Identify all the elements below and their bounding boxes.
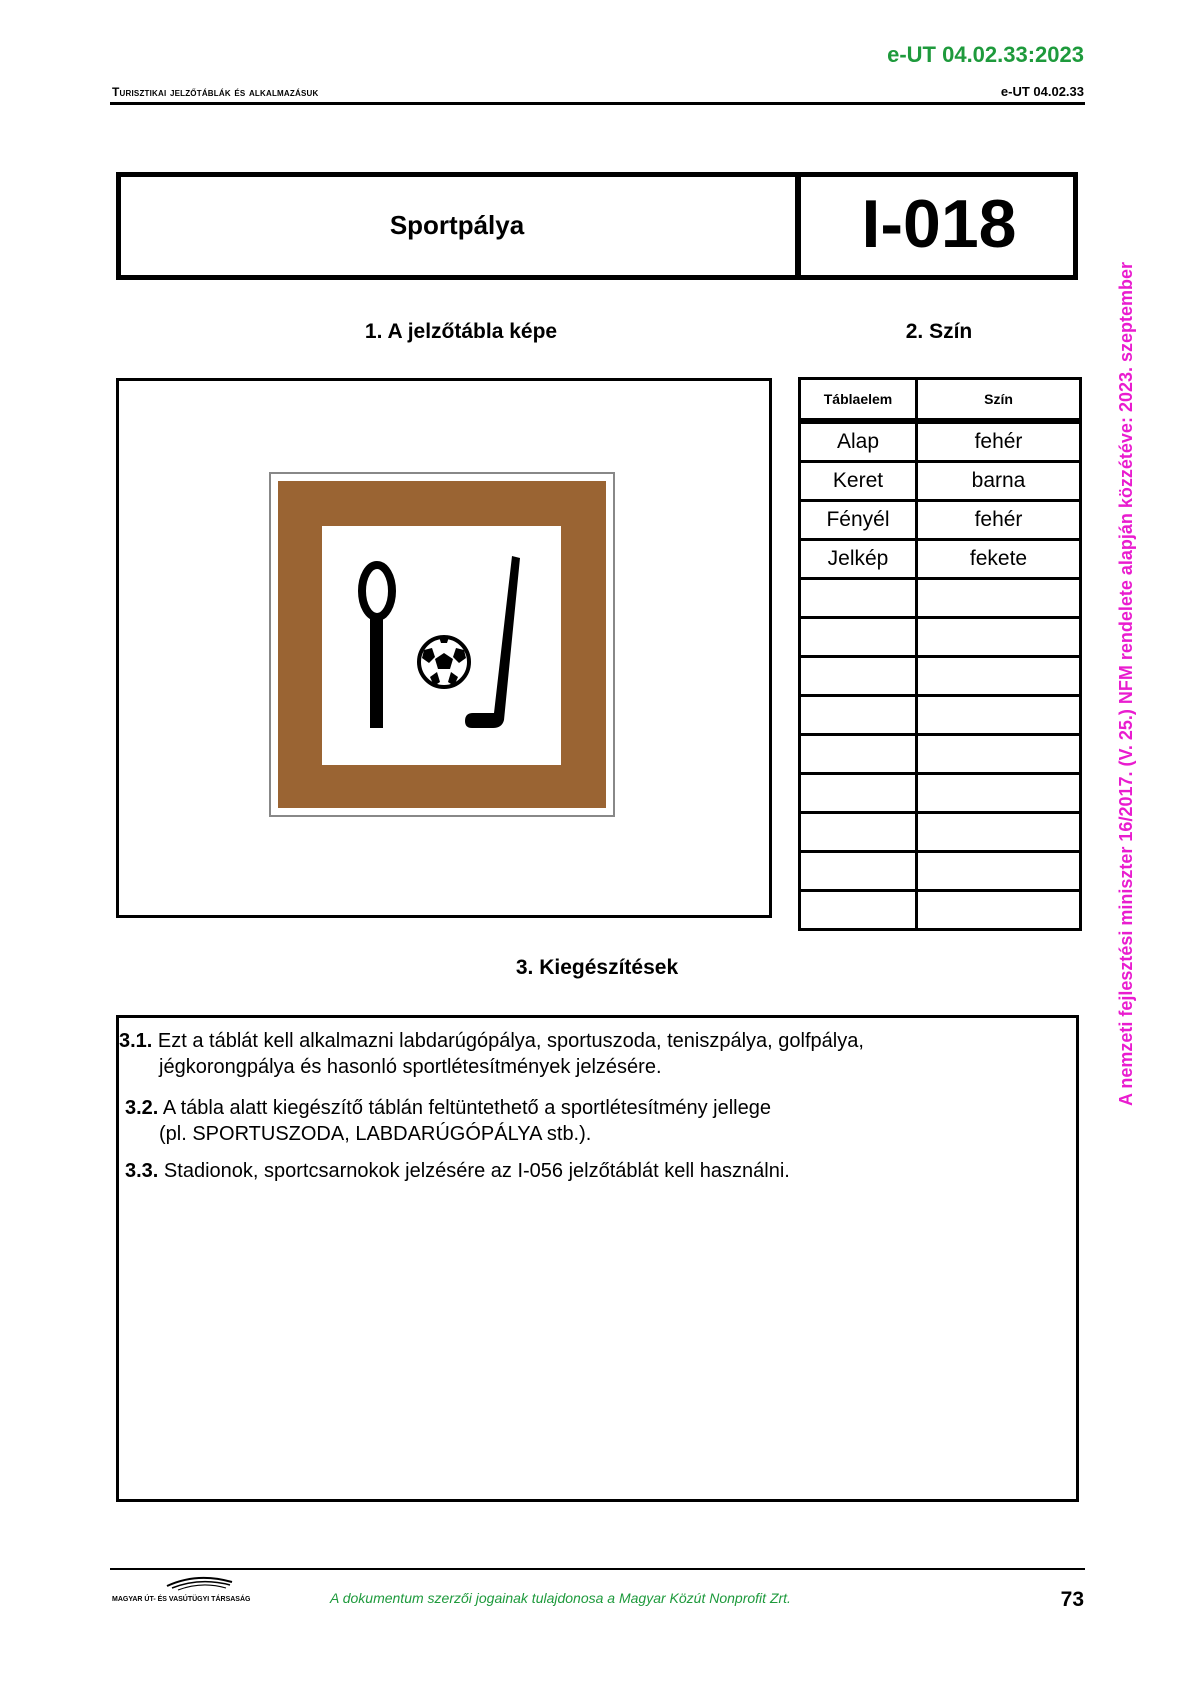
society-logo xyxy=(112,1574,262,1604)
footer-rule xyxy=(110,1568,1085,1570)
table-row xyxy=(800,579,1081,618)
color-table xyxy=(798,377,1082,931)
note-text: Ezt a táblát kell alkalmazni labdarúgópálya, sportuszoda, teniszpálya, golfpálya, xyxy=(157,1030,864,1052)
table-row xyxy=(800,618,1081,657)
table-row xyxy=(800,462,1081,501)
table-cell-color xyxy=(917,891,1081,930)
sport-field-sign xyxy=(269,472,615,817)
running-header-title: Turisztikai jelzőtáblák és alkalmazásuk xyxy=(112,85,319,99)
table-row xyxy=(800,421,1081,462)
sign-code: I-018 xyxy=(861,186,1017,262)
table-cell-element xyxy=(800,774,917,813)
table-cell-color xyxy=(917,696,1081,735)
page-number: 73 xyxy=(1060,1588,1084,1611)
table-cell-element: Jelkép xyxy=(800,540,917,579)
note-text: A tábla alatt kiegészítő táblán feltüntethető a sportlétesítmény jellege xyxy=(162,1097,771,1119)
table-row xyxy=(800,657,1081,696)
table-cell-element xyxy=(800,696,917,735)
table-row xyxy=(800,891,1081,930)
note-3-1 xyxy=(119,1028,864,1054)
footer-copyright: A dokumentum szerzői jogainak tulajdonosa a Magyar Közút Nonprofit Zrt. xyxy=(330,1590,791,1606)
note-3-3 xyxy=(125,1158,790,1184)
table-row xyxy=(800,501,1081,540)
logo-text: MAGYAR ÚT- ÉS VASÚTÜGYI TÁRSASÁG xyxy=(112,1596,251,1603)
table-row xyxy=(800,696,1081,735)
table-cell-color xyxy=(917,852,1081,891)
table-cell-color xyxy=(917,657,1081,696)
header-rule xyxy=(110,102,1085,105)
table-cell-color xyxy=(917,774,1081,813)
table-cell-color xyxy=(917,735,1081,774)
table-cell-element: Fényél xyxy=(800,501,917,540)
table-cell-color xyxy=(917,618,1081,657)
note-text: Stadionok, sportcsarnokok jelzésére az I-056 jelzőtáblát kell használni. xyxy=(163,1160,790,1182)
side-publication-note: A nemzeti fejlesztési miniszter 16/2017. (V. 25.) NFM rendelete alapján közzétéve: 2023. szeptember xyxy=(1116,261,1136,1106)
running-header-code: e-UT 04.02.33 xyxy=(1000,84,1084,99)
table-row xyxy=(800,540,1081,579)
table-cell-color xyxy=(917,579,1081,618)
table-row xyxy=(800,735,1081,774)
document-code: e-UT 04.02.33:2023 xyxy=(887,42,1084,67)
section-heading-color: 2. Szín xyxy=(905,320,973,343)
table-cell-color: fehér xyxy=(917,421,1081,462)
table-cell-element xyxy=(800,735,917,774)
note-number: 3.1. xyxy=(119,1030,153,1052)
table-cell-color xyxy=(917,813,1081,852)
note-3-2 xyxy=(125,1095,771,1121)
table-cell-element xyxy=(800,618,917,657)
sign-title: Sportpálya xyxy=(389,210,525,240)
table-row xyxy=(800,852,1081,891)
table-cell-color: fehér xyxy=(917,501,1081,540)
color-table-header-element: Táblaelem xyxy=(800,379,917,422)
soccer-ball-icon xyxy=(419,637,469,687)
table-row xyxy=(800,813,1081,852)
table-cell-element xyxy=(800,891,917,930)
table-cell-element xyxy=(800,813,917,852)
supplements-box xyxy=(116,1015,1079,1502)
table-cell-element: Alap xyxy=(800,421,917,462)
table-cell-element xyxy=(800,657,917,696)
section-heading-supplements: 3. Kiegészítések xyxy=(515,956,679,979)
table-cell-element xyxy=(800,579,917,618)
color-table-header-color: Szín xyxy=(917,379,1081,422)
table-row xyxy=(800,774,1081,813)
section-heading-image: 1. A jelzőtábla képe xyxy=(364,320,558,343)
note-number: 3.3. xyxy=(125,1160,159,1182)
note-3-2-cont: (pl. SPORTUSZODA, LABDARÚGÓPÁLYA stb.). xyxy=(159,1123,592,1145)
table-cell-color: fekete xyxy=(917,540,1081,579)
table-cell-color: barna xyxy=(917,462,1081,501)
table-cell-element: Keret xyxy=(800,462,917,501)
note-3-1-cont: jégkorongpálya és hasonló sportlétesítmények jelzésére. xyxy=(159,1056,662,1078)
color-table-header xyxy=(800,379,1081,422)
table-cell-element xyxy=(800,852,917,891)
note-number: 3.2. xyxy=(125,1097,159,1119)
